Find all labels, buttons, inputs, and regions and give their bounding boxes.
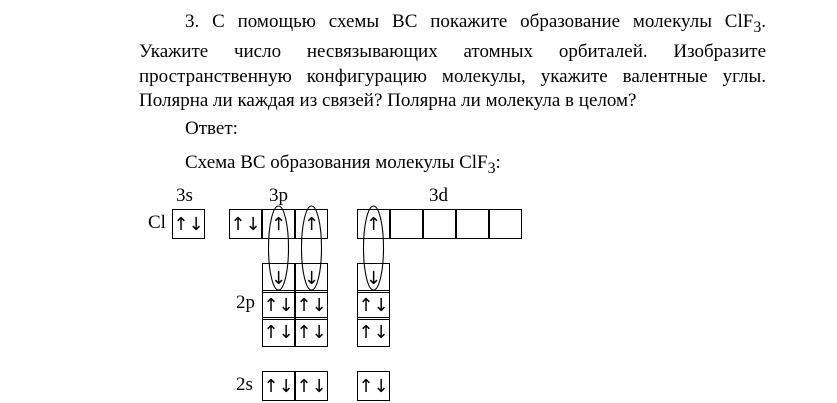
- orbital-3d-4: [456, 209, 489, 239]
- scheme-title: [185, 152, 501, 178]
- label-3s: 3s: [176, 185, 193, 206]
- task-sentence-rest: . Укажите число несвязывающих атомных орбиталей. Изобразите пространственную конфигурацию молекулы, укажите валентные углы. Полярна ли каждая из связей? Полярна ли молекула в целом?: [139, 11, 767, 112]
- f3-orbital-2s: ↑↓: [357, 371, 390, 401]
- orbital-3s: ↑↓: [172, 209, 205, 239]
- f2-orbital-2p-pair-1: ↑↓: [295, 290, 328, 320]
- label-2s: 2s: [236, 374, 253, 395]
- orbital-3p-2: ↑: [262, 209, 295, 239]
- atom-label: Cl: [148, 212, 166, 233]
- f1-orbital-2p-unpaired: ↓: [262, 263, 295, 293]
- f2-orbital-2p-pair-2: ↑↓: [295, 317, 328, 347]
- f1-orbital-2s: ↑↓: [262, 371, 295, 401]
- task-number: 3.: [185, 11, 200, 32]
- orbital-3p-1: ↑↓: [229, 209, 262, 239]
- f3-orbital-2p-pair-1: ↑↓: [357, 290, 390, 320]
- label-3d: 3d: [429, 185, 448, 206]
- f3-orbital-2p-pair-2: ↑↓: [357, 317, 390, 347]
- answer-label: Ответ:: [185, 118, 238, 139]
- f1-orbital-2p-pair-2: ↑↓: [262, 317, 295, 347]
- orbital-3d-1: ↑: [357, 209, 390, 239]
- orbital-3p-3: ↑: [295, 209, 328, 239]
- orbital-3d-5: [489, 209, 522, 239]
- f2-orbital-2p-unpaired: ↓: [295, 263, 328, 293]
- label-2p: 2p: [236, 292, 255, 313]
- scheme-title-sub: 3: [487, 159, 496, 177]
- scheme-title-end: :: [495, 152, 501, 173]
- scheme-title-text: Схема ВС образования молекулы ClF: [185, 152, 488, 173]
- orbital-3d-2: [390, 209, 423, 239]
- subscript-3: 3: [753, 18, 762, 36]
- orbital-3d-3: [423, 209, 456, 239]
- task-sentence-1: С помощью схемы ВС покажите образование молекулы ClF: [212, 11, 754, 32]
- f3-orbital-2p-unpaired: ↓: [357, 263, 390, 293]
- label-3p: 3p: [269, 185, 288, 206]
- f1-orbital-2p-pair-1: ↑↓: [262, 290, 295, 320]
- f2-orbital-2s: ↑↓: [295, 371, 328, 401]
- task-text: [139, 10, 766, 114]
